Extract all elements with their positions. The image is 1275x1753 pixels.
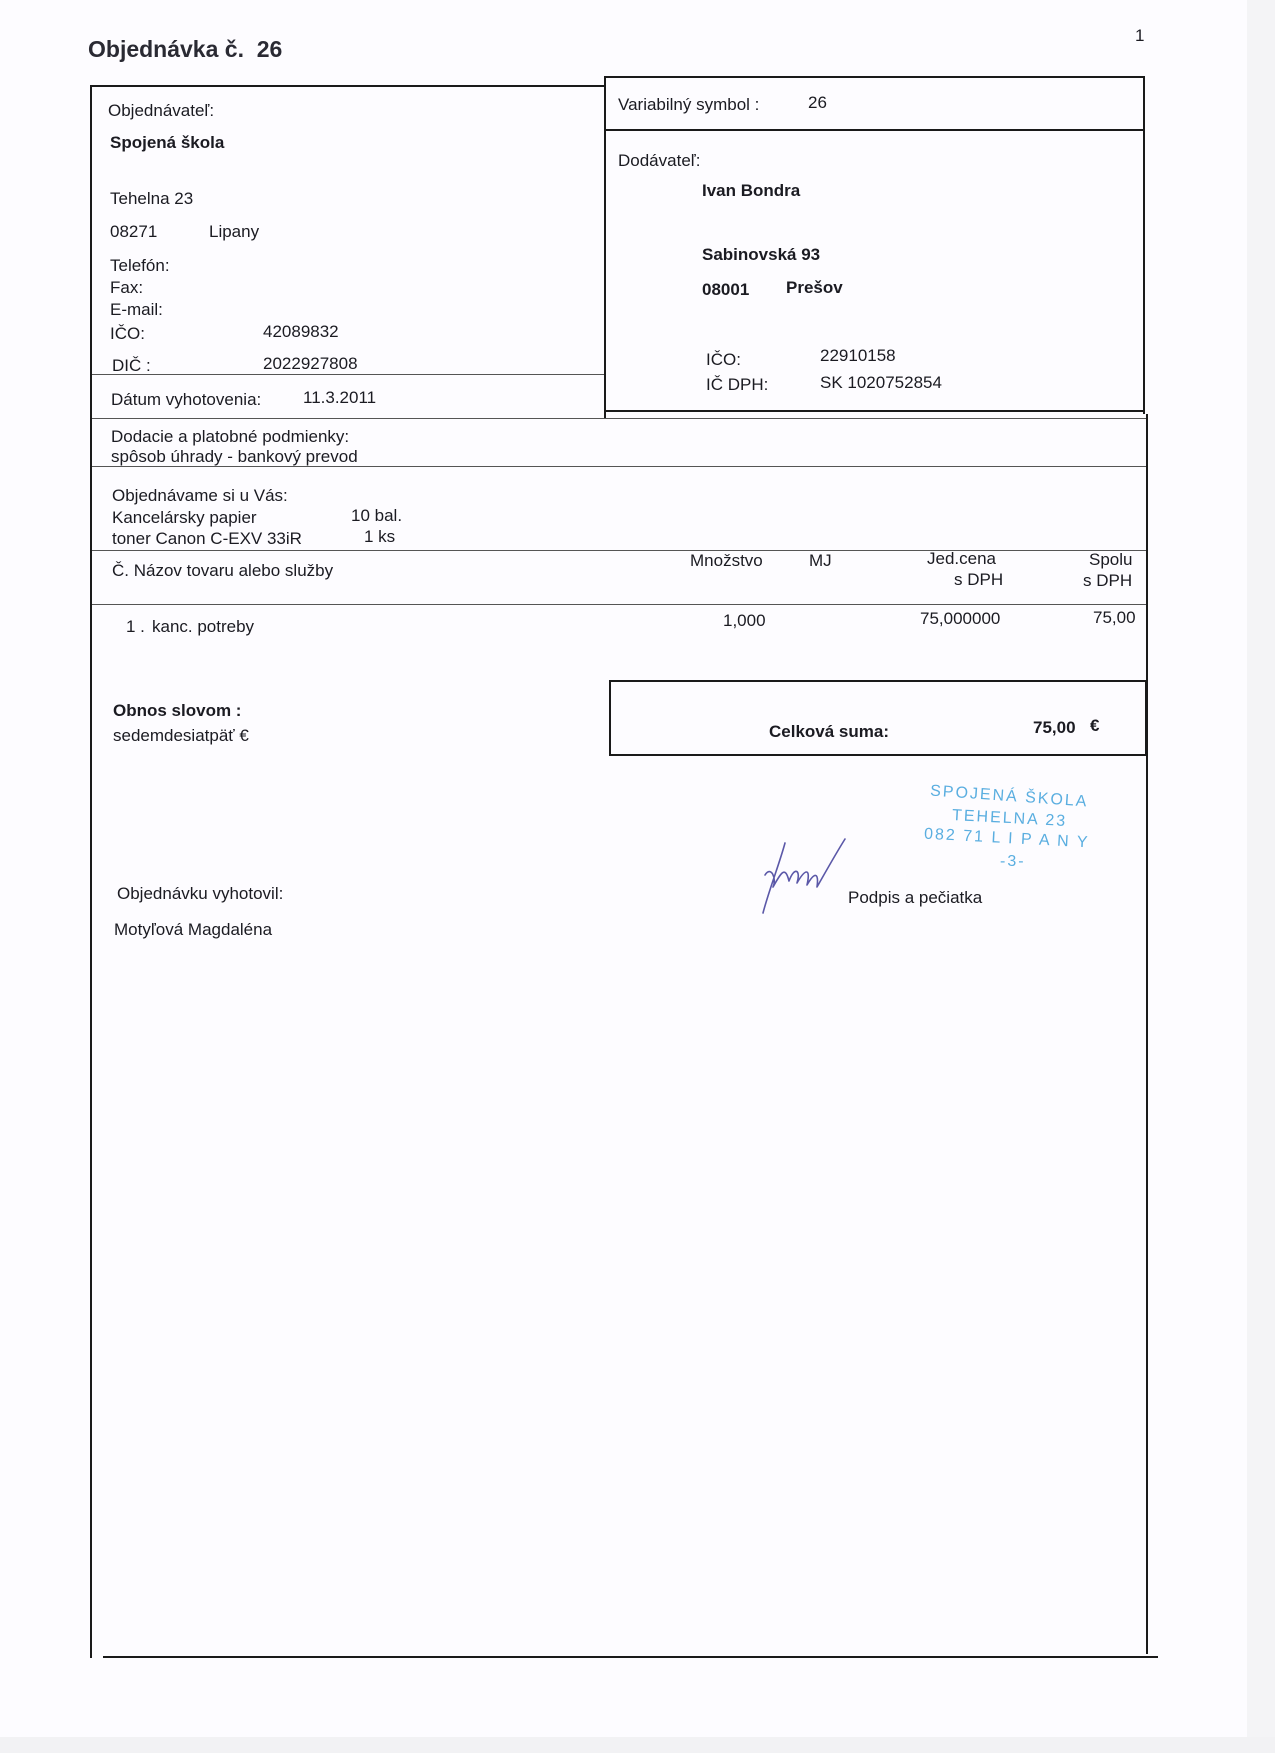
col-header-qty: Množstvo [690,551,763,570]
row-qty: 1,000 [723,611,766,630]
scan-edge [1247,0,1275,1753]
variable-symbol-label: Variabilný symbol : [618,95,760,114]
buyer-ico: 42089832 [263,322,339,341]
stamp-line-3: 082 71 L I P A N Y [923,825,1090,852]
col-header-name: Č. Názov tovaru alebo služby [112,561,334,580]
supplier-icdph: SK 1020752854 [820,373,942,392]
frame-bottom [103,1656,1158,1658]
words-value: sedemdesiatpäť € [113,726,249,745]
document-title [88,36,282,63]
total-label: Celková suma: [769,722,889,741]
order-note-label: Objednávame si u Vás: [112,486,288,505]
supplier-label: Dodávateľ: [618,151,701,170]
supplier-zip: 08001 [702,280,750,299]
row-name: kanc. potreby [152,617,255,636]
supplier-city: Prešov [786,278,843,297]
issue-date: 11.3.2011 [303,388,377,407]
row-number: 1 . [126,617,145,636]
page-number: 1 [1135,26,1145,45]
supplier-icdph-label: IČ DPH: [706,375,769,394]
order-note-qty-1: 10 bal. [351,506,403,525]
frame-right-lower [1146,414,1148,1654]
stamp-line-4: -3- [1000,853,1026,870]
prepared-by-name: Motyľová Magdaléna [114,920,273,939]
total-currency: € [1090,716,1100,735]
section-divider-4 [92,604,1146,605]
supplier-box-left [604,76,606,418]
buyer-label: Objednávateľ: [108,101,215,120]
buyer-street: Tehelna 23 [110,189,194,208]
col-header-total-2: s DPH [1083,571,1133,590]
prepared-by-label: Objednávku vyhotovil: [117,884,284,903]
order-note-qty-2: 1 ks [364,527,396,546]
buyer-phone-label: Telefón: [110,256,170,275]
buyer-ico-label: IČO: [110,324,145,343]
order-number: 26 [256,36,283,62]
terms-label: Dodacie a platobné podmienky: [111,427,350,446]
title-text: Objednávka č. [88,36,244,62]
order-note-line-2: toner Canon C-EXV 33iR [112,529,302,548]
buyer-dic: 2022927808 [263,354,358,373]
buyer-name: Spojená škola [110,133,225,152]
section-divider-1 [92,418,1146,419]
supplier-ico-label: IČO: [706,350,741,369]
col-header-price-2: s DPH [954,570,1004,589]
buyer-city: Lipany [209,222,260,241]
words-label: Obnos slovom : [113,701,242,720]
buyer-fax-label: Fax: [110,278,144,297]
frame-right-upper [1143,76,1145,414]
buyer-email-label: E-mail: [110,300,163,319]
stamp-line-1: SPOJENÁ ŠKOLA [929,782,1089,811]
scan-edge-bottom [0,1737,1275,1753]
col-header-unit: MJ [809,551,832,570]
buyer-divider [92,374,604,375]
terms-value: spôsob úhrady - bankový prevod [111,447,358,466]
frame-left [90,85,92,1658]
supplier-street: Sabinovská 93 [702,245,821,264]
signature-label: Podpis a pečiatka [848,888,983,907]
supplier-name: Ivan Bondra [702,181,801,200]
issue-date-label: Dátum vyhotovenia: [111,390,262,409]
order-note-line-1: Kancelársky papier [112,508,257,527]
frame-top-right [604,76,1145,78]
total-value: 75,00 [1033,718,1076,737]
variable-symbol-value: 26 [808,93,827,112]
row-price: 75,000000 [920,609,1001,628]
buyer-dic-label: DIČ : [112,356,151,375]
frame-top-left [90,85,605,87]
col-header-price-1: Jed.cena [927,549,996,568]
stamp-line-2: TEHELNA 23 [951,806,1068,831]
supplier-box-bottom [604,410,1145,412]
supplier-ico: 22910158 [820,346,896,365]
row-total: 75,00 [1093,608,1136,627]
supplier-box-divider [604,129,1145,131]
buyer-zip: 08271 [110,222,158,241]
col-header-total-1: Spolu [1089,550,1133,569]
